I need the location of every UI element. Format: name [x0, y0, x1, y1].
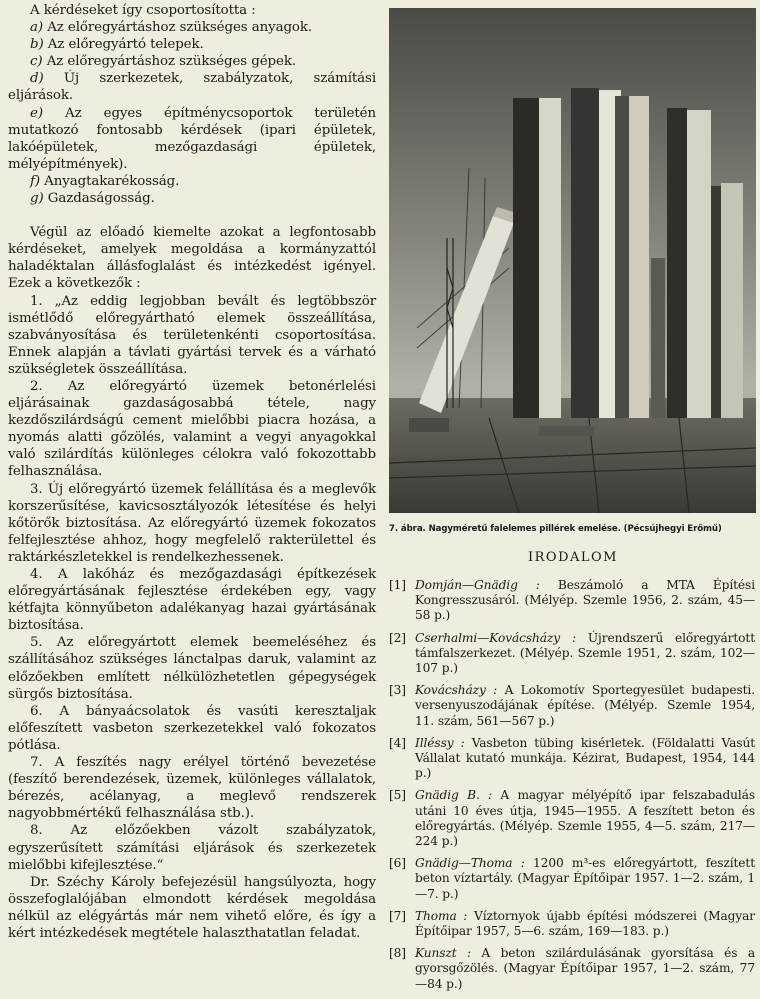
reference-number: [8] [389, 946, 406, 961]
numbered-item-8: 8. Az előzőekben vázolt szabályzatok, egyszerűsített számítási eljárások és szerkezetek mielőbbi kifejlesztése.“ [8, 823, 376, 873]
group-text: Az egyes építménycsoportok területén mutatkozó fontosabb kérdések (ipari épületek, lakóépületek, mezőgazdasági épületek, mélyépítmények). [8, 105, 376, 172]
reference-text [415, 788, 755, 849]
reference-text [415, 856, 755, 902]
topic-group-a [8, 19, 376, 36]
reference-author: Domján—Gnädig : [415, 578, 540, 592]
topic-group-f [8, 173, 376, 190]
group-text: Az előregyártáshoz szükséges gépek. [46, 54, 296, 70]
reference-number: [6] [389, 856, 406, 871]
reference-item [389, 946, 755, 992]
group-letter: d) [30, 71, 44, 87]
topic-group-c [8, 53, 376, 70]
group-text: Az előregyártó telepek. [47, 37, 204, 53]
group-letter: e) [30, 105, 43, 121]
reference-text [415, 909, 755, 939]
numbered-item-2: 2. Az előregyártó üzemek betonérlelési eljárásainak gazdaságosabbá tétele, nagy kezdőszilárdságú cement mielőbbi piacra hozása, a nyomás alatti gőzölés, valamint a vegyi anyagokkal való szilárdítás különleges célokra való fokozottabb felhasználása. [8, 378, 376, 480]
reference-title: Újrendszerű előregyártott támfalszerkezet. (Mélyép. Szemle 1951, 2. szám, 102—107 p.) [415, 630, 755, 676]
reference-item [389, 683, 755, 729]
reference-author: Kovácsházy : [415, 683, 498, 698]
topic-group-e [8, 105, 376, 173]
group-text: Anyagtakarékosság. [44, 173, 180, 189]
reference-number: [1] [389, 578, 406, 592]
reference-item [389, 788, 755, 849]
reference-author: Kunszt : [415, 946, 471, 961]
reference-title: Beszámoló a MTA Építési Kongresszusáról. (Mélyép. Szemle 1956, 2. szám, 45—58 p.) [415, 578, 755, 623]
group-letter: g) [30, 191, 44, 207]
reference-author: Gnädig B. : [415, 788, 493, 803]
reference-title: A magyar mélyépítő ipar felszabadulás utáni 10 éves útja, 1945—1955. A feszített beton és előregyártás. (Mélyép. Szemle 1955, 4—5. szám, 217—224 p.) [415, 788, 756, 849]
group-letter: c) [30, 54, 43, 70]
reference-item [389, 578, 755, 624]
reference-title: A Lokomotív Sportegyesület budapesti. versenyuszodájának építése. (Mélyép. Szemle 1954, 11. szám, 561—567 p.) [415, 683, 755, 728]
numbered-item-4: 4. A lakóház és mezőgazdasági építkezések előregyártásának fejlesztése érdekében egy, vagy kétfajta könnyűbeton adalékanyag hazai gyártásának biztosítása. [8, 567, 376, 634]
reference-item [389, 909, 755, 939]
pillar-construction-photo [389, 8, 756, 513]
references-heading: IRODALOM [528, 550, 618, 565]
closing-paragraph: Dr. Széchy Károly befejezésül hangsúlyozta, hogy összefoglalójában elmondott kérdések megoldása nélkül az elégyártás már nem vihető előre, és így a kért intézkedések megtétele halaszthatatlan feladat. [8, 874, 376, 941]
group-text: Gazdaságosság. [47, 191, 155, 207]
group-text: Új szerkezetek, szabályzatok, számítási eljárások. [8, 71, 376, 104]
group-letter: b) [30, 37, 44, 53]
reference-item [389, 631, 755, 677]
summary-paragraph: Végül az előadó kiemelte azokat a legfontosabb kérdéseket, amelyek megoldása a kormányzattól haladéktalan állásfoglalást és intézkedést igényel. Ezek a következők : [8, 225, 376, 292]
figure-caption: 7. ábra. Nagyméretű falelemes pillérek emelése. (Pécsújhegyi Erőmű) [389, 524, 722, 534]
topic-group-list [8, 19, 376, 207]
reference-number: [5] [389, 788, 406, 803]
reference-title: Vasbeton tübing kisérletek. (Földalatti Vasút Vállalat kutató munkája. Kézirat, Budapest, 1954, 144 p.) [415, 735, 755, 781]
group-letter: a) [30, 20, 44, 36]
intro-line: A kérdéseket így csoportosította : [30, 3, 256, 18]
reference-text [415, 946, 755, 992]
reference-text [415, 578, 755, 624]
reference-author: Gnädig—Thoma : [415, 856, 525, 871]
topic-group-g [8, 190, 376, 207]
group-letter: f) [30, 173, 40, 189]
reference-number: [7] [389, 908, 406, 923]
numbered-item-7: 7. A feszítés nagy erélyel történő bevezetése (feszítő berendezések, üzemek, különleges vállalatok, bérezés, acélanyag, a meglevő rendszerek nagyobbmértékű felhasználása stb.). [8, 755, 376, 822]
group-text: Az előregyártáshoz szükséges anyagok. [47, 20, 313, 36]
reference-author: Cserhalmi—Kovácsházy : [415, 630, 576, 645]
reference-number: [3] [389, 683, 406, 698]
references-list [389, 578, 755, 999]
reference-number: [2] [389, 630, 406, 645]
topic-group-b [8, 36, 376, 53]
reference-item [389, 856, 755, 902]
topic-group-d [8, 70, 376, 104]
reference-text [415, 736, 755, 782]
numbered-item-6: 6. A bányaácsolatok és vasúti keresztaljak előfeszített vasbeton szerkezetekkel való fokozatos pótlása. [8, 703, 376, 753]
numbered-item-1: 1. „Az eddig legjobban bevált és legtöbbször ismétlődő előregyártható elemek összeállítása, szabványosítása és területenkénti csoportosítása. Ennek alapján a távlati gyártási tervek és a várható szükségletek összeállítása. [8, 293, 376, 377]
reference-number: [4] [389, 735, 406, 750]
reference-item [389, 736, 755, 782]
reference-text [415, 683, 755, 729]
reference-author: Thoma : [415, 908, 468, 923]
left-text-column [8, 2, 376, 942]
reference-title: 1200 m³-es előregyártott, feszített beton víztartály. (Magyar Építőipar 1957. 1—2. szám, 1—7. p.) [415, 856, 755, 901]
reference-title: Víztornyok újabb építési módszerei (Magyar Építőipar 1957, 5—6. szám, 169—183. p.) [415, 908, 756, 939]
reference-title: A beton szilárdulásának gyorsítása és a gyorsgőzölés. (Magyar Építőipar 1957, 1—2. szám, 77—84 p.) [415, 946, 755, 991]
reference-author: Illéssy : [415, 735, 465, 750]
numbered-item-3: 3. Új előregyártó üzemek felállítása és a meglevők korszerűsítése, kavicsosztályozók létesítése és helyi kőtörők biztosítása. Az előregyártó üzemek fokozatos felfejlesztése ahhoz, hogy megfelelő rakterülettel és raktárkészletekkel is rendelkezhessenek. [8, 481, 376, 565]
reference-text [415, 631, 755, 677]
numbered-item-5: 5. Az előregyártott elemek beemeléséhez és szállításához szükséges lánctalpas daruk, valamint az előzőekben említett nélkülözhetetlen gépegységek sürgős biztosítása. [8, 635, 376, 702]
figure-photo [389, 8, 756, 513]
